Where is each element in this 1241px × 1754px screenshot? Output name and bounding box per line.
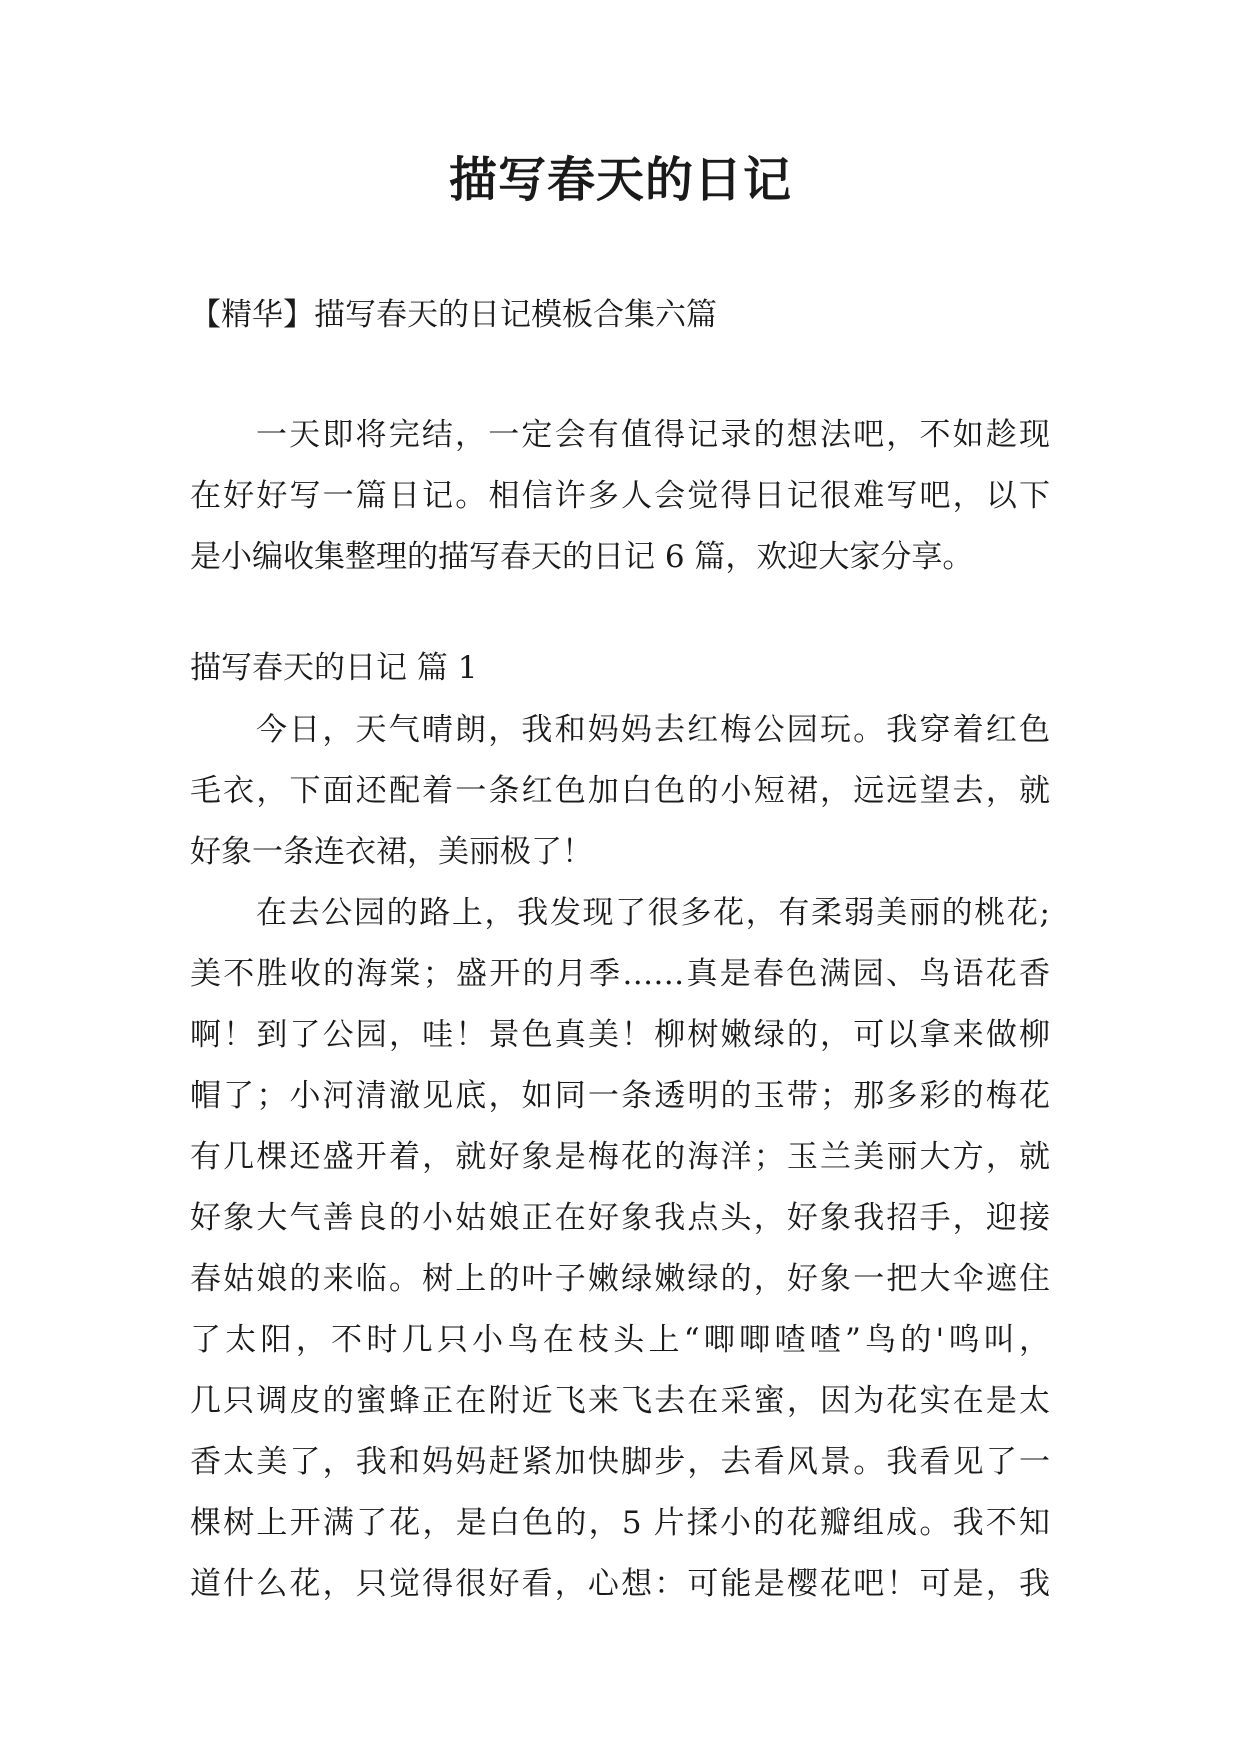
paragraph-2: [190, 883, 1050, 1615]
paragraph-line: 啊！到了公园，哇！景色真美！柳树嫩绿的，可以拿来做柳: [190, 1017, 1050, 1053]
document-subtitle: 【精华】描写春天的日记模板合集六篇: [190, 297, 717, 333]
paragraph-line: 美不胜收的海棠；盛开的月季……真是春色满园、鸟语花香: [190, 956, 1050, 992]
intro-line: 一天即将完结，一定会有值得记录的想法吧，不如趁现: [256, 417, 1050, 453]
intro-paragraph: [190, 405, 1050, 588]
intro-line: 是小编收集整理的描写春天的日记 6 篇，欢迎大家分享。: [190, 539, 974, 575]
diary-body: [190, 700, 1050, 1615]
paragraph-line: 道什么花，只觉得很好看，心想：可能是樱花吧！可是，我: [190, 1566, 1050, 1602]
paragraph-line: 今日，天气晴朗，我和妈妈去红梅公园玩。我穿着红色: [256, 712, 1050, 748]
paragraph-line: 毛衣，下面还配着一条红色加白色的小短裙，远远望去，就: [190, 773, 1050, 809]
paragraph-line: 春姑娘的来临。树上的叶子嫩绿嫩绿的，好象一把大伞遮住: [190, 1261, 1050, 1297]
paragraph-line: 有几棵还盛开着，就好象是梅花的海洋；玉兰美丽大方，就: [190, 1139, 1050, 1175]
paragraph-1: [190, 700, 1050, 883]
paragraph-line: 好象一条连衣裙，美丽极了！: [190, 834, 593, 870]
page-title: 描写春天的日记: [448, 152, 792, 208]
intro-line: 在好好写一篇日记。相信许多人会觉得日记很难写吧，以下: [190, 478, 1050, 514]
paragraph-line: 香太美了，我和妈妈赶紧加快脚步，去看风景。我看见了一: [190, 1444, 1050, 1480]
paragraph-line: 在去公园的路上，我发现了很多花，有柔弱美丽的桃花;: [256, 895, 1050, 931]
paragraph-line: 帽了；小河清澈见底，如同一条透明的玉带；那多彩的梅花: [190, 1078, 1050, 1114]
paragraph-line: 几只调皮的蜜蜂正在附近飞来飞去在采蜜，因为花实在是太: [190, 1383, 1050, 1419]
paragraph-line: 好象大气善良的小姑娘正在好象我点头，好象我招手，迎接: [190, 1200, 1050, 1236]
paragraph-line: 棵树上开满了花，是白色的，5 片揉小的花瓣组成。我不知: [190, 1505, 1050, 1541]
paragraph-line: 了太阳，不时几只小鸟在枝头上“唧唧喳喳”鸟的'鸣叫，: [190, 1322, 1050, 1358]
section-heading: 描写春天的日记 篇 1: [190, 650, 478, 686]
